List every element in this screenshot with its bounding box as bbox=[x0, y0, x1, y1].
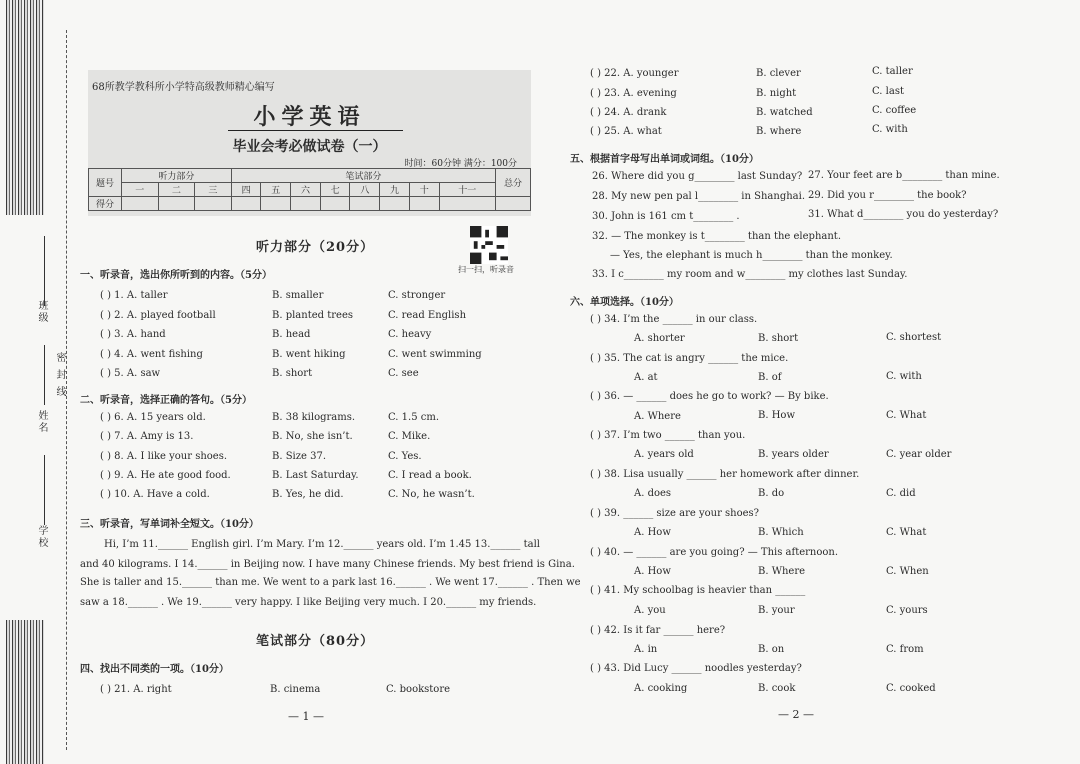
option-c: C. heavy bbox=[388, 329, 432, 340]
publisher-line: 68所教学教科所小学特高级教师精心编写 bbox=[92, 82, 275, 93]
option-b: B. short bbox=[758, 333, 799, 344]
score-cell bbox=[350, 197, 380, 211]
question-5: ( ) 5. A. saw bbox=[100, 368, 161, 379]
question-31: 31. What d________ you do yesterday? bbox=[808, 209, 999, 220]
option-b: B. cook bbox=[758, 683, 796, 694]
option-b: B. where bbox=[756, 126, 802, 137]
question-10: ( ) 10. A. Have a cold. bbox=[100, 489, 210, 500]
option-b: B. 38 kilograms. bbox=[272, 412, 356, 423]
question-22: ( ) 22. A. younger bbox=[590, 68, 679, 79]
option-c: C. from bbox=[886, 644, 924, 655]
option-a: A. at bbox=[634, 372, 658, 383]
question-28: 28. My new pen pal l________ in Shanghai. bbox=[592, 191, 805, 202]
score-cell bbox=[439, 197, 495, 211]
option-c: C. cooked bbox=[886, 683, 936, 694]
option-c: C. bookstore bbox=[386, 684, 451, 695]
question-32-reply: — Yes, the elephant is much h________ than the monkey. bbox=[610, 250, 893, 261]
question-21: ( ) 21. A. right bbox=[100, 684, 172, 695]
question-24: ( ) 24. A. drank bbox=[590, 107, 667, 118]
question-3: ( ) 3. A. hand bbox=[100, 329, 166, 340]
option-c: C. I read a book. bbox=[388, 470, 472, 481]
option-c: C. 1.5 cm. bbox=[388, 412, 439, 423]
option-b: B. cinema bbox=[270, 684, 321, 695]
question-41: ( ) 41. My schoolbag is heavier than ______ bbox=[590, 585, 806, 596]
q-num: 三 bbox=[195, 183, 232, 197]
option-b: B. watched bbox=[756, 107, 813, 118]
option-a: A. How bbox=[634, 566, 671, 577]
option-b: B. Yes, he did. bbox=[272, 489, 344, 500]
question-8: ( ) 8. A. I like your shoes. bbox=[100, 451, 228, 462]
option-c: C. last bbox=[872, 86, 904, 97]
q-num: 七 bbox=[320, 183, 350, 197]
score-cell bbox=[291, 197, 321, 211]
q-num: 四 bbox=[231, 183, 261, 197]
passage-line-1: Hi, I’m 11.______ English girl. I’m Mary. I’m 12.______ years old. I’m 1.45 13.______ tall bbox=[104, 539, 540, 550]
listening-heading: 听力部分（20分） bbox=[256, 240, 375, 255]
class-underline bbox=[44, 236, 45, 306]
scan-stripes-top bbox=[6, 0, 44, 215]
question-29: 29. Did you r________ the book? bbox=[808, 190, 967, 201]
option-a: A. in bbox=[634, 644, 658, 655]
score-table bbox=[88, 168, 531, 211]
option-a: A. Where bbox=[634, 411, 681, 422]
option-c: C. did bbox=[886, 488, 916, 499]
qr-caption: 扫一扫，听录音 bbox=[458, 265, 514, 274]
question-26: 26. Where did you g________ last Sunday? bbox=[592, 171, 803, 182]
option-b: B. short bbox=[272, 368, 313, 379]
row-label-q: 题号 bbox=[89, 169, 122, 197]
question-7: ( ) 7. A. Amy is 13. bbox=[100, 431, 194, 442]
option-b: B. No, she isn’t. bbox=[272, 431, 353, 442]
question-43: ( ) 43. Did Lucy ______ noodles yesterday? bbox=[590, 663, 802, 674]
passage-line-3: She is taller and 15.______ than me. We went to a park last 16.______ . We went 17.______ . Then we bbox=[80, 577, 581, 588]
option-a: A. does bbox=[634, 488, 672, 499]
score-cell bbox=[496, 197, 531, 211]
question-42: ( ) 42. Is it far ______ here? bbox=[590, 625, 726, 636]
passage-line-4: saw a 18.______ . We 19.______ very happy. I like Beijing very much. I 20.______ my friends. bbox=[80, 597, 537, 608]
question-4: ( ) 4. A. went fishing bbox=[100, 349, 203, 360]
option-b: B. head bbox=[272, 329, 311, 340]
qr-code-icon[interactable] bbox=[470, 226, 508, 264]
exam-title: 小学英语 bbox=[253, 104, 366, 130]
option-c: C. with bbox=[886, 371, 922, 382]
score-cell bbox=[320, 197, 350, 211]
option-b: B. went hiking bbox=[272, 349, 346, 360]
score-cell bbox=[122, 197, 159, 211]
sec3-title: 三、听录音，写单词补全短文。（10分） bbox=[80, 519, 259, 530]
option-c: C. see bbox=[388, 368, 419, 379]
score-cell bbox=[409, 197, 439, 211]
score-cell bbox=[261, 197, 291, 211]
binding-strip bbox=[0, 0, 72, 764]
option-c: C. Yes. bbox=[388, 451, 422, 462]
school-label: 学校 bbox=[36, 525, 47, 549]
question-23: ( ) 23. A. evening bbox=[590, 88, 677, 99]
option-c: C. coffee bbox=[872, 105, 917, 116]
question-38: ( ) 38. Lisa usually ______ her homework after dinner. bbox=[590, 469, 860, 480]
q-num: 十一 bbox=[439, 183, 495, 197]
question-9: ( ) 9. A. He ate good food. bbox=[100, 470, 231, 481]
option-c: C. with bbox=[872, 124, 908, 135]
q-num: 一 bbox=[122, 183, 159, 197]
q-num: 二 bbox=[158, 183, 195, 197]
option-c: C. stronger bbox=[388, 290, 446, 301]
passage-line-2: and 40 kilograms. I 14.______ in Beijing now. I have many Chinese friends. My best friend is Gina. bbox=[80, 559, 575, 570]
option-c: C. What bbox=[886, 527, 927, 538]
question-25: ( ) 25. A. what bbox=[590, 126, 662, 137]
option-b: B. night bbox=[756, 88, 797, 99]
question-35: ( ) 35. The cat is angry ______ the mice. bbox=[590, 353, 789, 364]
option-b: B. on bbox=[758, 644, 785, 655]
class-label: 班级 bbox=[36, 300, 47, 324]
exam-subtitle: 毕业会考必做试卷（一） bbox=[232, 139, 387, 155]
q-num: 八 bbox=[350, 183, 380, 197]
option-b: B. Where bbox=[758, 566, 806, 577]
question-39: ( ) 39. ______ size are your shoes? bbox=[590, 508, 760, 519]
total-label: 总分 bbox=[496, 169, 531, 197]
question-6: ( ) 6. A. 15 years old. bbox=[100, 412, 206, 423]
option-b: B. of bbox=[758, 372, 782, 383]
option-a: A. you bbox=[634, 605, 666, 616]
option-b: B. How bbox=[758, 410, 796, 421]
option-b: B. clever bbox=[756, 68, 801, 79]
question-36: ( ) 36. — ______ does he go to work? — By bike. bbox=[590, 391, 829, 402]
score-cell bbox=[195, 197, 232, 211]
question-2: ( ) 2. A. played football bbox=[100, 310, 216, 321]
option-b: B. Which bbox=[758, 527, 804, 538]
sec4-title: 四、找出不同类的一项。（10分） bbox=[80, 664, 229, 675]
option-b: B. Last Saturday. bbox=[272, 470, 359, 481]
option-a: A. shorter bbox=[634, 333, 685, 344]
question-27: 27. Your feet are b________ than mine. bbox=[808, 170, 1000, 181]
option-c: C. read English bbox=[388, 310, 467, 321]
option-c: C. What bbox=[886, 410, 927, 421]
option-b: B. Size 37. bbox=[272, 451, 327, 462]
seal-line-label: 密 封 线 bbox=[54, 352, 65, 399]
q-num: 五 bbox=[261, 183, 291, 197]
option-c: C. went swimming bbox=[388, 349, 482, 360]
option-b: B. do bbox=[758, 488, 785, 499]
option-a: A. cooking bbox=[634, 683, 688, 694]
option-b: B. years older bbox=[758, 449, 829, 460]
option-b: B. your bbox=[758, 605, 795, 616]
score-cell bbox=[158, 197, 195, 211]
name-label: 姓名 bbox=[36, 410, 47, 434]
q-num: 十 bbox=[409, 183, 439, 197]
sec1-title: 一、听录音，选出你所听到的内容。（5分） bbox=[80, 270, 272, 281]
option-c: C. When bbox=[886, 566, 929, 577]
sec5-title: 五、根据首字母写出单词或词组。（10分） bbox=[570, 154, 759, 165]
option-c: C. yours bbox=[886, 605, 928, 616]
page-number-2: — 2 — bbox=[778, 708, 814, 721]
option-a: A. years old bbox=[634, 449, 694, 460]
question-37: ( ) 37. I’m two ______ than you. bbox=[590, 430, 746, 441]
option-c: C. Mike. bbox=[388, 431, 431, 442]
option-c: C. shortest bbox=[886, 332, 942, 343]
sec2-title: 二、听录音，选择正确的答句。（5分） bbox=[80, 395, 252, 406]
title-rule bbox=[228, 130, 403, 131]
row-label-score: 得分 bbox=[89, 197, 122, 211]
q-num: 六 bbox=[291, 183, 321, 197]
option-a: A. How bbox=[634, 527, 671, 538]
question-33: 33. I c________ my room and w________ my clothes last Sunday. bbox=[592, 269, 908, 280]
question-30: 30. John is 161 cm t________ . bbox=[592, 211, 740, 222]
option-b: B. smaller bbox=[272, 290, 324, 301]
option-c: C. No, he wasn’t. bbox=[388, 489, 475, 500]
q-num: 九 bbox=[380, 183, 410, 197]
written-heading: 笔试部分（80分） bbox=[256, 634, 375, 649]
question-34: ( ) 34. I’m the ______ in our class. bbox=[590, 314, 758, 325]
sec6-title: 六、单项选择。（10分） bbox=[570, 297, 679, 308]
group-listening: 听力部分 bbox=[122, 169, 232, 183]
option-c: C. year older bbox=[886, 449, 952, 460]
name-underline bbox=[44, 345, 45, 405]
page-number-1: — 1 — bbox=[288, 710, 324, 723]
option-c: C. taller bbox=[872, 66, 913, 77]
option-b: B. planted trees bbox=[272, 310, 353, 321]
question-32: 32. — The monkey is t________ than the elephant. bbox=[592, 231, 841, 242]
score-cell bbox=[231, 197, 261, 211]
score-cell bbox=[380, 197, 410, 211]
question-40: ( ) 40. — ______ are you going? — This afternoon. bbox=[590, 547, 839, 558]
question-1: ( ) 1. A. taller bbox=[100, 290, 168, 301]
school-underline bbox=[44, 455, 45, 525]
scan-stripes-bottom bbox=[6, 620, 44, 764]
time-and-score: 时间：60分钟 满分：100分 bbox=[404, 159, 517, 169]
group-written: 笔试部分 bbox=[231, 169, 495, 183]
